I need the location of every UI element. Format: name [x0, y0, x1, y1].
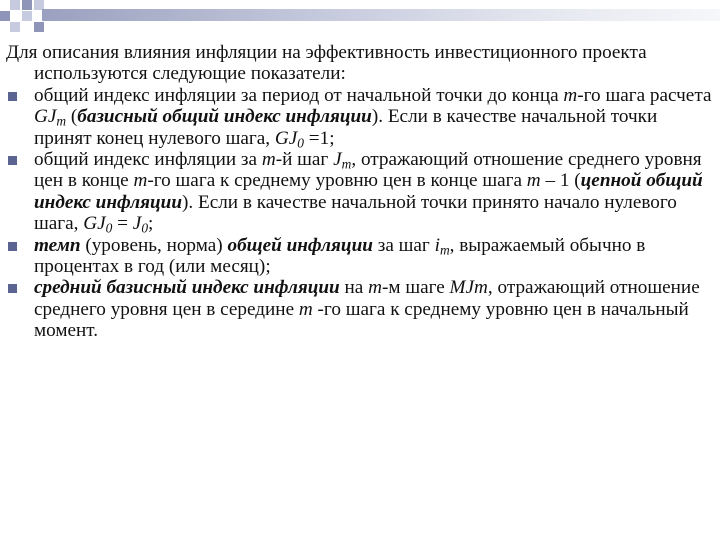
- item-text: – 1 (: [540, 170, 581, 192]
- square-bullet-icon: [8, 284, 17, 293]
- header-bar: [42, 9, 720, 21]
- math-symbol: $GJ_m$: [34, 106, 67, 129]
- math-symbol: $GJ_0$: [274, 127, 304, 150]
- term-highlight: темп: [34, 234, 81, 256]
- term-highlight: базисный общий индекс инфляции: [77, 106, 372, 128]
- item-text: общий индекс инфляции за: [34, 149, 262, 171]
- item-text: -м шаге: [381, 277, 450, 299]
- item-text: на: [339, 277, 369, 299]
- term-highlight: общей инфляции: [227, 234, 373, 256]
- list-item: [6, 85, 712, 149]
- math-symbol: MJm: [449, 277, 488, 299]
- item-text: -го шага к среднему уровню цен в начальный момент.: [34, 298, 689, 342]
- term-highlight: средний базисный индекс инфляции: [34, 277, 340, 299]
- item-text: =: [112, 213, 133, 235]
- item-text: за шаг: [372, 234, 435, 256]
- slide-body: [6, 42, 712, 342]
- square-bullet-icon: [8, 242, 17, 251]
- intro-text: Для описания влияния инфляции на эффективность инвестиционного проекта используются следующие показатели:: [6, 42, 647, 85]
- square-bullet-icon: [8, 92, 17, 101]
- item-text: ;: [148, 213, 154, 235]
- decor-square: [22, 0, 32, 10]
- math-symbol: $GJ_0$: [83, 213, 113, 236]
- decor-square: [34, 22, 44, 32]
- math-var: m: [526, 170, 541, 192]
- item-text: (: [66, 106, 78, 128]
- math-symbol: $i_m$: [434, 234, 450, 258]
- decor-square: [10, 0, 20, 10]
- item-text: ). Если в качестве начальной точки принято начало нулевого шага,: [34, 191, 677, 235]
- decor-square: [10, 22, 20, 32]
- item-text: =1;: [303, 127, 335, 149]
- math-var: m: [261, 149, 276, 171]
- decor-square: [0, 11, 10, 21]
- list-item: [6, 149, 712, 235]
- list-item: [6, 277, 712, 341]
- item-text: , отражающий отношение среднего уровня цен в конце: [34, 149, 702, 192]
- math-symbol: $J_0$: [132, 213, 149, 236]
- item-text: , отражающий отношение среднего уровня цен в середине: [34, 277, 700, 320]
- term-highlight: цепной общий индекс инфляции: [34, 170, 703, 213]
- math-var: m: [133, 170, 148, 192]
- list-item: [6, 235, 712, 278]
- item-text: -го шага к среднему уровню цен в конце шага: [147, 170, 527, 192]
- math-var: m: [298, 298, 313, 320]
- item-text: ). Если в качестве начальной точки принят конец нулевого шага,: [34, 106, 658, 149]
- math-symbol: $J_m$: [333, 149, 352, 172]
- item-text: -го шага расчета: [577, 84, 712, 106]
- item-text: (уровень, норма): [80, 234, 228, 256]
- math-var: m: [368, 277, 382, 299]
- item-text: общий индекс инфляции за период от начальной точки до конца: [34, 84, 564, 106]
- math-var: m: [563, 84, 578, 106]
- square-bullet-icon: [8, 156, 17, 165]
- item-text: -й шаг: [275, 149, 334, 171]
- indicator-list: [6, 85, 712, 342]
- item-text: , выражаемый обычно в процентах в год (или месяц);: [34, 234, 646, 278]
- decor-square: [22, 11, 32, 21]
